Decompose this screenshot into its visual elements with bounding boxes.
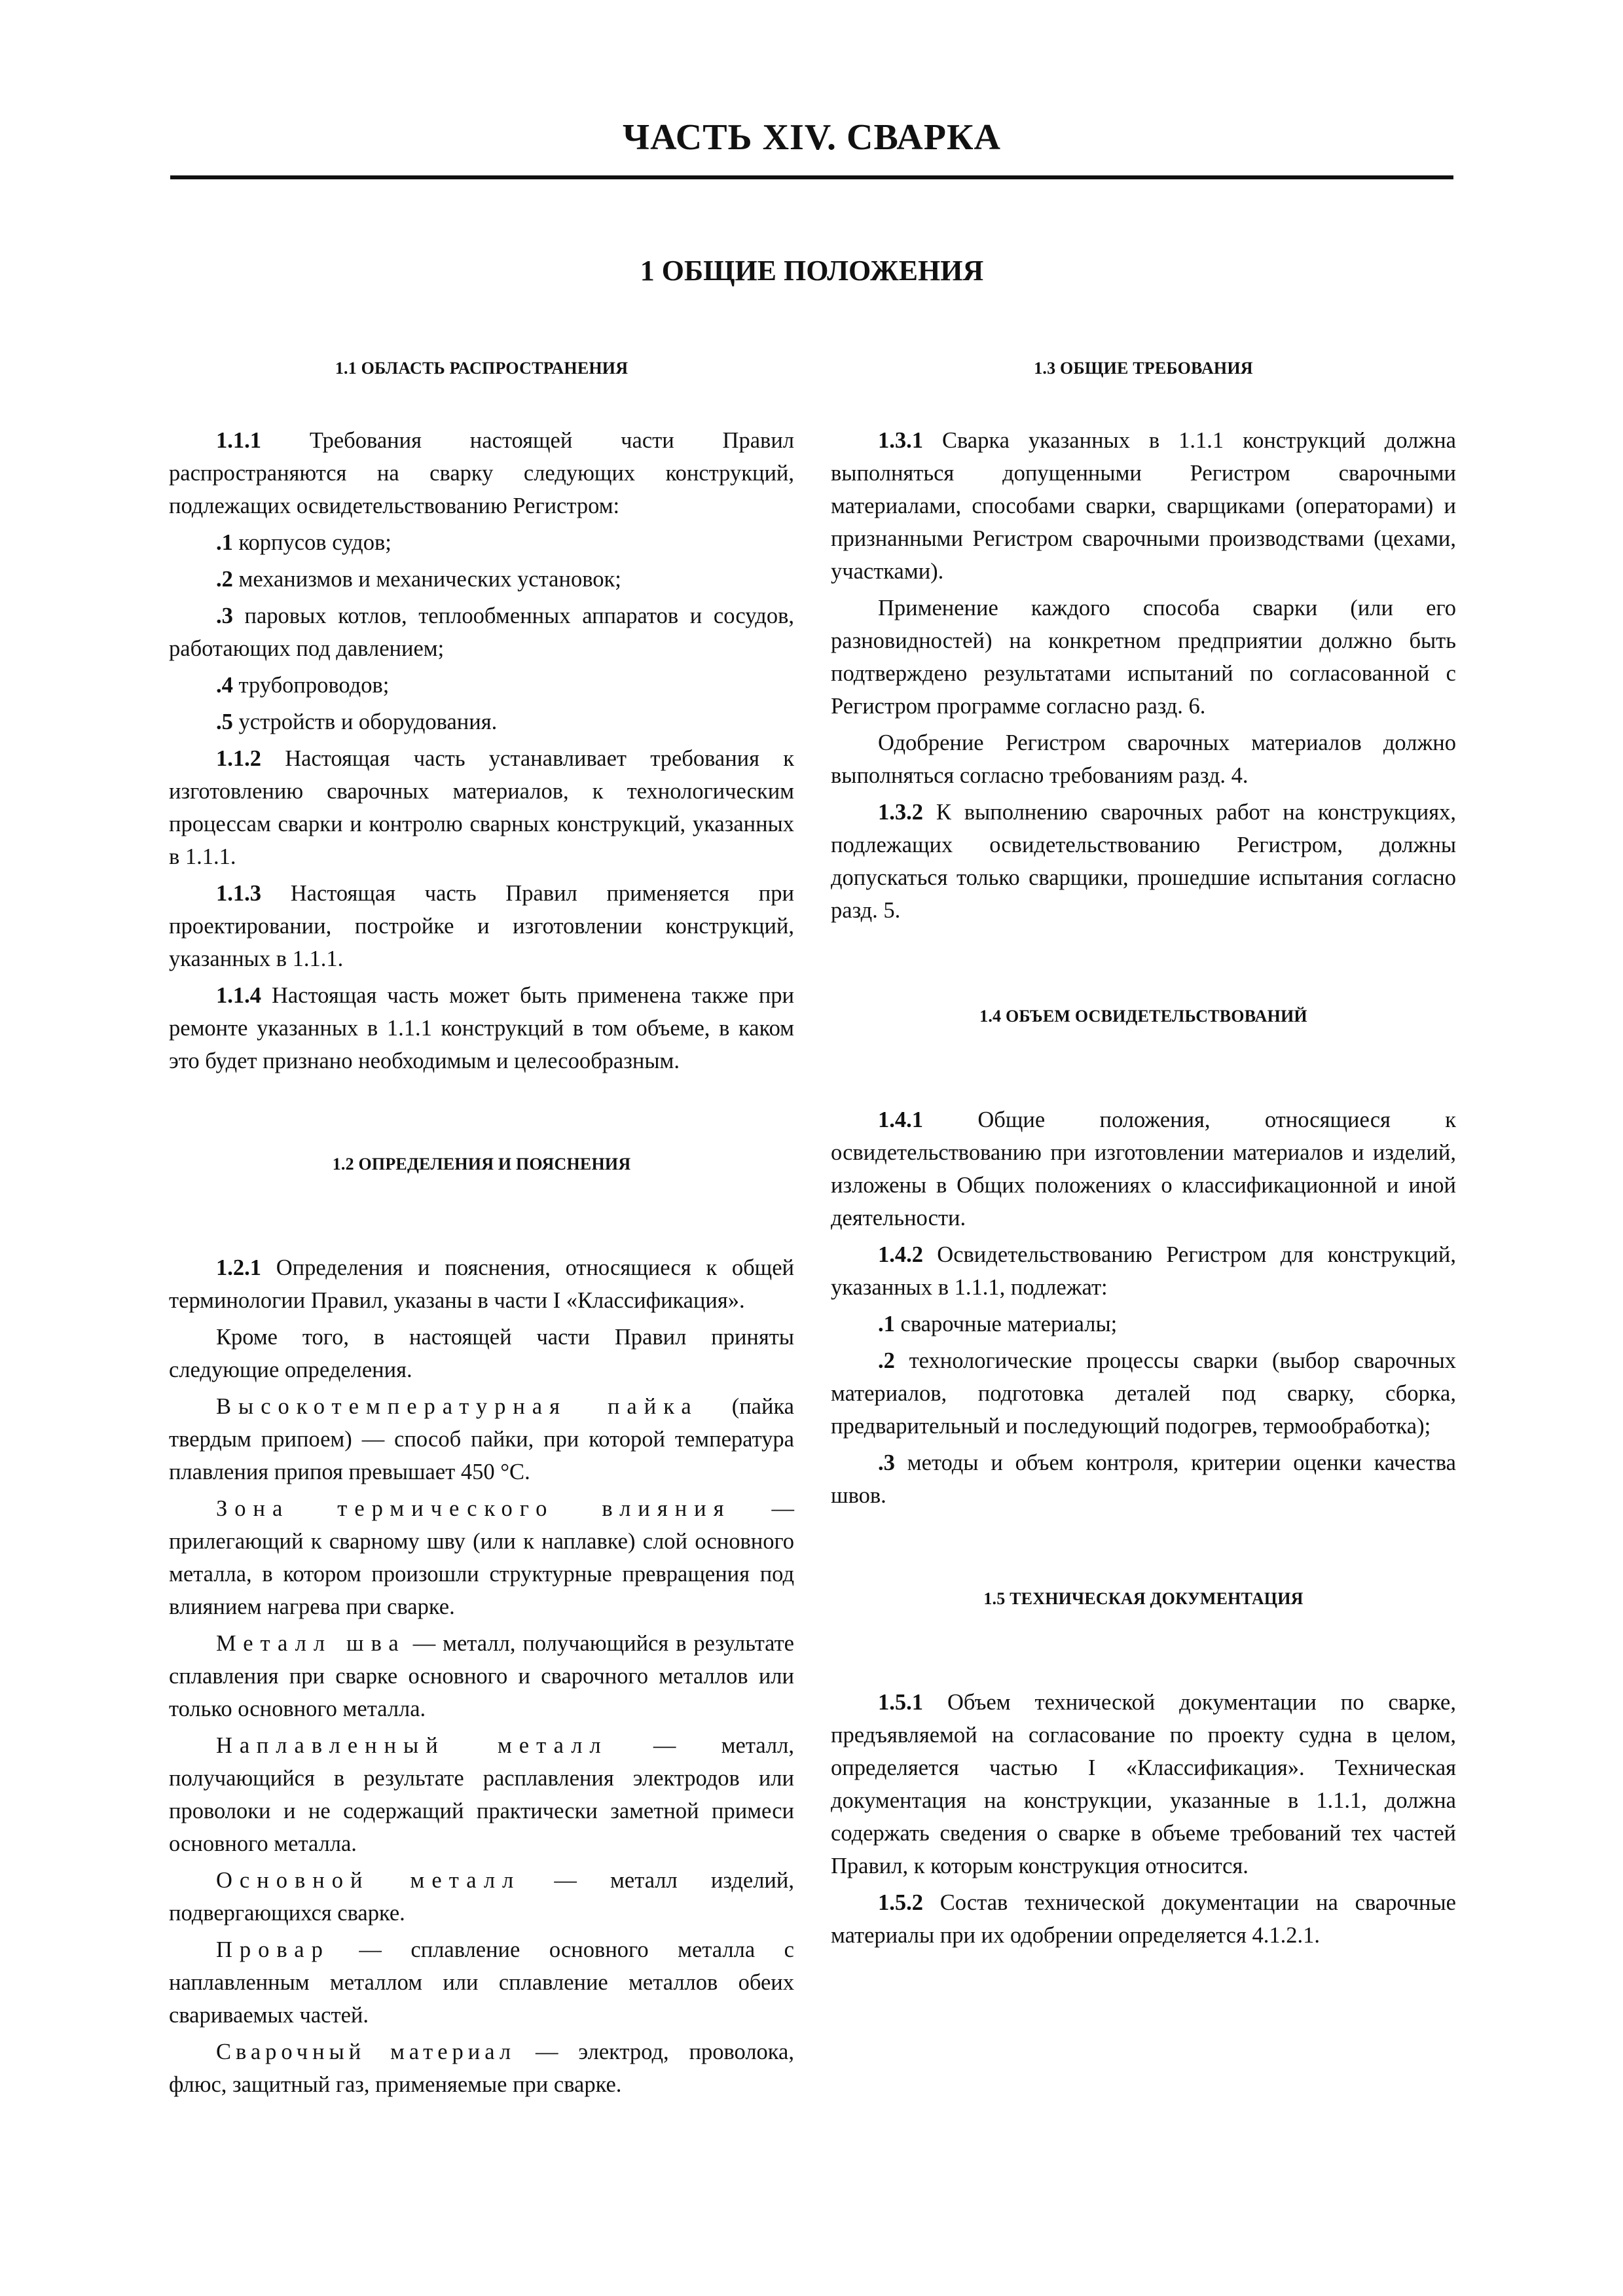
list-item: .2 технологические процессы сварки (выбор сварочных материалов, подготовка деталей под сварку, сборка, предварительный и последующий подогрев, термообработка); (831, 1348, 1456, 1439)
definition: Наплавленный металл — металл, получающийся в результате расплавления электродов или проволоки и не содержащий практически заметной примеси основного металла. (169, 1733, 794, 1856)
para-1-5-1: 1.5.1 Объем технической документации по сварке, предъявляемой на согласование по проекту судна в целом, определяется частью I «Классификация». Техническая документация на конструкции, указанные в 1.1.1, должна содержать сведения о сварке в объеме требований тех частей Правил, к которым конструкция относится. (831, 1690, 1456, 1878)
right-column (831, 359, 1456, 1956)
part-title: ЧАСТЬ XIV. СВАРКА (623, 117, 1001, 158)
definition-term: Зона термического влияния (216, 1496, 731, 1521)
para-1-2-1: 1.2.1 Определения и пояснения, относящиеся к общей терминологии Правил, указаны в части I «Классификация». (169, 1255, 794, 1313)
para-1-3-1: 1.3.1 Сварка указанных в 1.1.1 конструкций должна выполняться допущенными Регистром сварочными материалами, способами сварки, сварщиками (операторами) и признанными Регистром сварочными производствами (цехами, участками). (831, 428, 1456, 584)
list-item: .5 устройств и оборудования. (216, 709, 498, 734)
para-1-1-2: 1.1.2 Настоящая часть устанавливает требования к изготовлению сварочных материалов, к технологическим процессам сварки и контролю сварных конструкций, указанных в 1.1.1. (169, 746, 794, 869)
para-1-4-2: 1.4.2 Освидетельствованию Регистром для конструкций, указанных в 1.1.1, подлежат: (831, 1242, 1456, 1300)
heading-1-2: 1.2 ОПРЕДЕЛЕНИЯ И ПОЯСНЕНИЯ (332, 1155, 631, 1174)
para-number: 1.1.1 (216, 428, 261, 453)
definition-term: Высокотемпературная пайка (216, 1394, 699, 1419)
left-column (169, 359, 794, 2105)
definition-term: Основной металл (216, 1868, 521, 1893)
list-item: .4 трубопроводов; (216, 673, 390, 698)
list-item: .3 методы и объем контроля, критерии оценки качества швов. (831, 1450, 1456, 1508)
heading-1-3: 1.3 ОБЩИЕ ТРЕБОВАНИЯ (1034, 359, 1253, 378)
definition: Металл шва — металл, получающийся в результате сплавления при сварке основного и сварочного металлов или только основного металла. (169, 1631, 794, 1721)
definition: Основной металл — металл изделий, подвергающихся сварке. (169, 1868, 794, 1926)
heading-1-4: 1.4 ОБЪЕМ ОСВИДЕТЕЛЬСТВОВАНИЙ (979, 1007, 1307, 1026)
title-rule (170, 175, 1453, 179)
definition-term: Наплавленный металл (216, 1733, 608, 1758)
list-item: .2 механизмов и механических установок; (216, 567, 621, 592)
definition-term: Провар (216, 1937, 330, 1962)
heading-1-5: 1.5 ТЕХНИЧЕСКАЯ ДОКУМЕНТАЦИЯ (983, 1589, 1304, 1608)
para-1-1-3: 1.1.3 Настоящая часть Правил применяется при проектировании, постройке и изготовлении конструкций, указанных в 1.1.1. (169, 881, 794, 971)
para-intro: Кроме того, в настоящей части Правил приняты следующие определения. (169, 1325, 794, 1382)
definition: Высокотемпературная пайка (пайка твердым припоем) — способ пайки, при которой температура плавления припоя превышает 450 °С. (169, 1394, 794, 1484)
list-item: .1 сварочные материалы; (878, 1312, 1118, 1336)
para: Применение каждого способа сварки (или его разновидностей) на конкретном предприятии должно быть подтверждено результатами испытаний по согласованной с Регистром программе согласно разд. 6. (831, 596, 1456, 719)
definition-term: Сварочный материал (216, 2039, 516, 2064)
heading-1-1: 1.1 ОБЛАСТЬ РАСПРОСТРАНЕНИЯ (335, 359, 629, 378)
section-title: 1 ОБЩИЕ ПОЛОЖЕНИЯ (640, 255, 984, 287)
para-1-3-2: 1.3.2 К выполнению сварочных работ на конструкциях, подлежащих освидетельствованию Регистром, должны допускаться только сварщики, прошедшие испытания согласно разд. 5. (831, 800, 1456, 923)
list-item: .1 корпусов судов; (216, 530, 392, 555)
para: Одобрение Регистром сварочных материалов должно выполняться согласно требованиям разд. 4. (831, 730, 1456, 788)
definition: Зона термического влияния — прилегающий к сварному шву (или к наплавке) слой основного металла, в котором произошли структурные превращения под влиянием нагрева при сварке. (169, 1496, 794, 1619)
list-item: .3 паровых котлов, теплообменных аппаратов и сосудов, работающих под давлением; (169, 603, 794, 661)
para-1-5-2: 1.5.2 Состав технической документации на сварочные материалы при их одобрении определяется 4.1.2.1. (831, 1890, 1456, 1948)
para-1-1-4: 1.1.4 Настоящая часть может быть применена также при ремонте указанных в 1.1.1 конструкций в том объеме, в каком это будет признано необходимым и целесообразным. (169, 983, 794, 1073)
para-1-4-1: 1.4.1 Общие положения, относящиеся к освидетельствованию при изготовлении материалов и изделий, изложены в Общих положениях о классификационной и иной деятельности. (831, 1107, 1456, 1230)
definition-term: Металл шва (216, 1631, 406, 1656)
definition: Провар — сплавление основного металла с наплавленным металлом или сплавление металлов обеих свариваемых частей. (169, 1937, 794, 2028)
para-1-1-1 (169, 424, 794, 522)
definition: Сварочный материал — электрод, проволока, флюс, защитный газ, применяемые при сварке. (169, 2039, 794, 2097)
para-text: Требования настоящей части Правил распространяются на сварку следующих конструкций, подлежащих освидетельствованию Регистром: (169, 428, 794, 518)
